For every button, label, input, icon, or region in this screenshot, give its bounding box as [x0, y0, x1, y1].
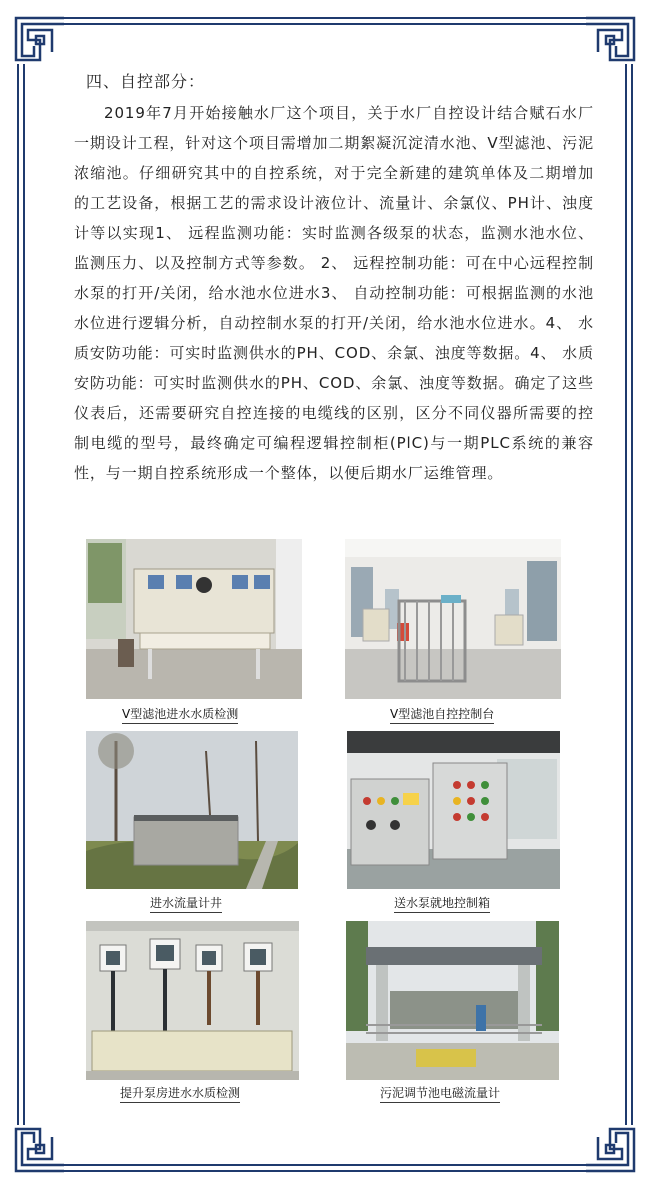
photo-inlet-flow-meter-well [86, 731, 298, 889]
body-paragraph: 2019年7月开始接触水厂这个项目，关于水厂自控设计结合赋石水厂一期设计工程，针对这个项目需增加二期絮凝沉淀清水池、V型滤池、污泥浓缩池。仔细研究其中的自控系统，对于完全新建的建筑单体及二期增加的工艺设备，根据工艺的需求设计液位计、流量计、余氯仪、PH计、浊度计等以实现1、 远程监测功能：实时监测各级泵的状态，监测水池水位、监测压力、以及控制方式等参数。 2、 远程控制功能：可在中心远程控制水泵的打开/关闭，给水池水位进水3、 自动控制功能：可根据监测的水池水位进行逻辑分析，自动控制水泵的打开/关闭，给水池水位进水。4、 水质安防功能：可实时监测供水的PH、COD、余氯、浊度等数据。4、 水质安防功能：可实时监测供水的PH、COD、余氯、浊度等数据。确定了这些仪表后，还需要研究自控连接的电缆线的区别，区分不同仪器所需要的控制电缆的型号，最终确定可编程逻辑控制柜(PlC)与一期PLC系统的兼容性，与一期自控系统形成一个整体，以便后期水厂运维管理。 [74, 104, 594, 482]
corner-ornament-bottom-left [16, 1129, 64, 1171]
corner-ornament-top-left [16, 18, 64, 60]
photo-v-filter-water-quality [86, 539, 302, 699]
section-heading: 四、自控部分： [86, 72, 206, 91]
photo-lift-pump-water-quality [86, 921, 299, 1080]
photo-caption: V型滤池进水水质检测 [122, 706, 238, 724]
photo-caption: V型滤池自控控制台 [390, 706, 494, 724]
photo-v-filter-control-room [345, 539, 561, 699]
photo-caption: 提升泵房进水水质检测 [120, 1085, 240, 1103]
photo-caption: 污泥调节池电磁流量计 [380, 1085, 500, 1103]
photo-caption: 送水泵就地控制箱 [394, 895, 490, 913]
photo-pump-local-control-box [347, 731, 560, 889]
corner-ornament-top-right [586, 18, 634, 60]
corner-ornament-bottom-right [586, 1129, 634, 1171]
article-content [74, 70, 594, 488]
photo-caption: 进水流量计井 [150, 895, 222, 913]
photo-sludge-tank-flow-meter [346, 921, 559, 1080]
